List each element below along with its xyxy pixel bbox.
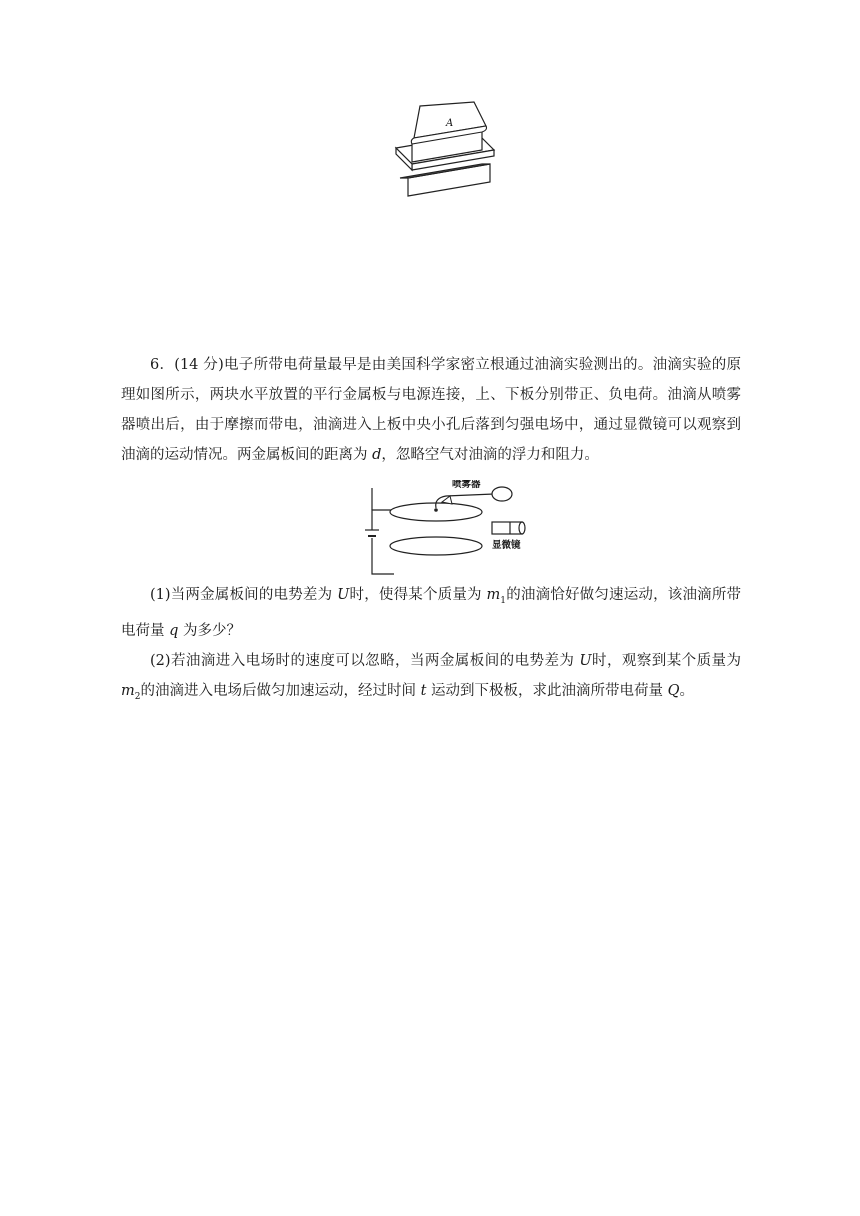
circuit-wire-bottom: [372, 538, 394, 574]
q1-var-m-sub: 1: [500, 595, 506, 606]
q2-prefix: (2)若油滴进入电场时的速度可以忽略，当两金属板间的电势差为: [150, 652, 580, 669]
intro-text-b: ，忽略空气对油滴的浮力和阻力。: [381, 447, 599, 463]
var-d: d: [372, 447, 382, 463]
lower-metal-plate: [390, 537, 482, 555]
q1-mid1: 时，使得某个质量为: [349, 587, 487, 603]
problem-number: 6．: [150, 357, 175, 373]
q1-mid2: 的油滴恰好做匀速运动，该油滴所带电荷量: [121, 587, 742, 639]
question-1: [121, 580, 741, 646]
problem-6-paragraph: [121, 350, 741, 470]
sprayer-nozzle: [442, 496, 452, 504]
q1-var-q: q: [169, 622, 179, 639]
q2-var-u: U: [579, 652, 592, 669]
sprayer-bulb: [492, 487, 512, 501]
problem-6-questions: [121, 580, 741, 712]
intro-text-a: 电子所带电荷量最早是由美国科学家密立根通过油滴实验测出的。油滴实验的原理如图所示，两块水平放置的平行金属板与电源连接，上、下板分别带正、负电荷。油滴从喷雾器喷出后，由于摩擦而带电，油滴进入上板中央小孔后落到匀强电场中，通过显微镜可以观察到油滴的运动情况。两金属板间的距离为: [121, 357, 742, 463]
block-on-plates-figure: [390, 100, 502, 200]
q1-prefix: (1)当两金属板间的电势差为: [150, 587, 338, 603]
q2-mid1: 时，观察到某个质量为: [591, 652, 741, 669]
q2-var-q: Q: [667, 682, 680, 699]
oil-drop-apparatus-figure: [364, 480, 544, 576]
q2-mid2: 的油滴进入电场后做匀加速运动，经过时间: [140, 682, 421, 699]
q1-var-m: m: [486, 587, 501, 603]
q1-suffix: 为多少？: [178, 622, 242, 639]
sprayer-label: 喷雾器: [452, 480, 481, 490]
problem-score: (14 分): [174, 357, 224, 373]
q2-mid3: 运动到下极板，求此油滴所带电荷量: [426, 682, 668, 699]
oil-drop-dot: [434, 508, 438, 512]
microscope-label: 显微镜: [492, 540, 521, 551]
block-a-label: A: [446, 118, 454, 129]
problem-6-intro: [121, 350, 741, 470]
q2-var-m: m: [121, 682, 135, 699]
microscope-lens: [519, 522, 525, 534]
question-2: [121, 646, 741, 712]
microscope-body: [492, 522, 522, 534]
q2-var-t: t: [420, 682, 427, 699]
q1-var-u: U: [337, 587, 350, 603]
q2-suffix: 。: [679, 682, 695, 699]
q2-var-m-sub: 2: [134, 691, 141, 702]
